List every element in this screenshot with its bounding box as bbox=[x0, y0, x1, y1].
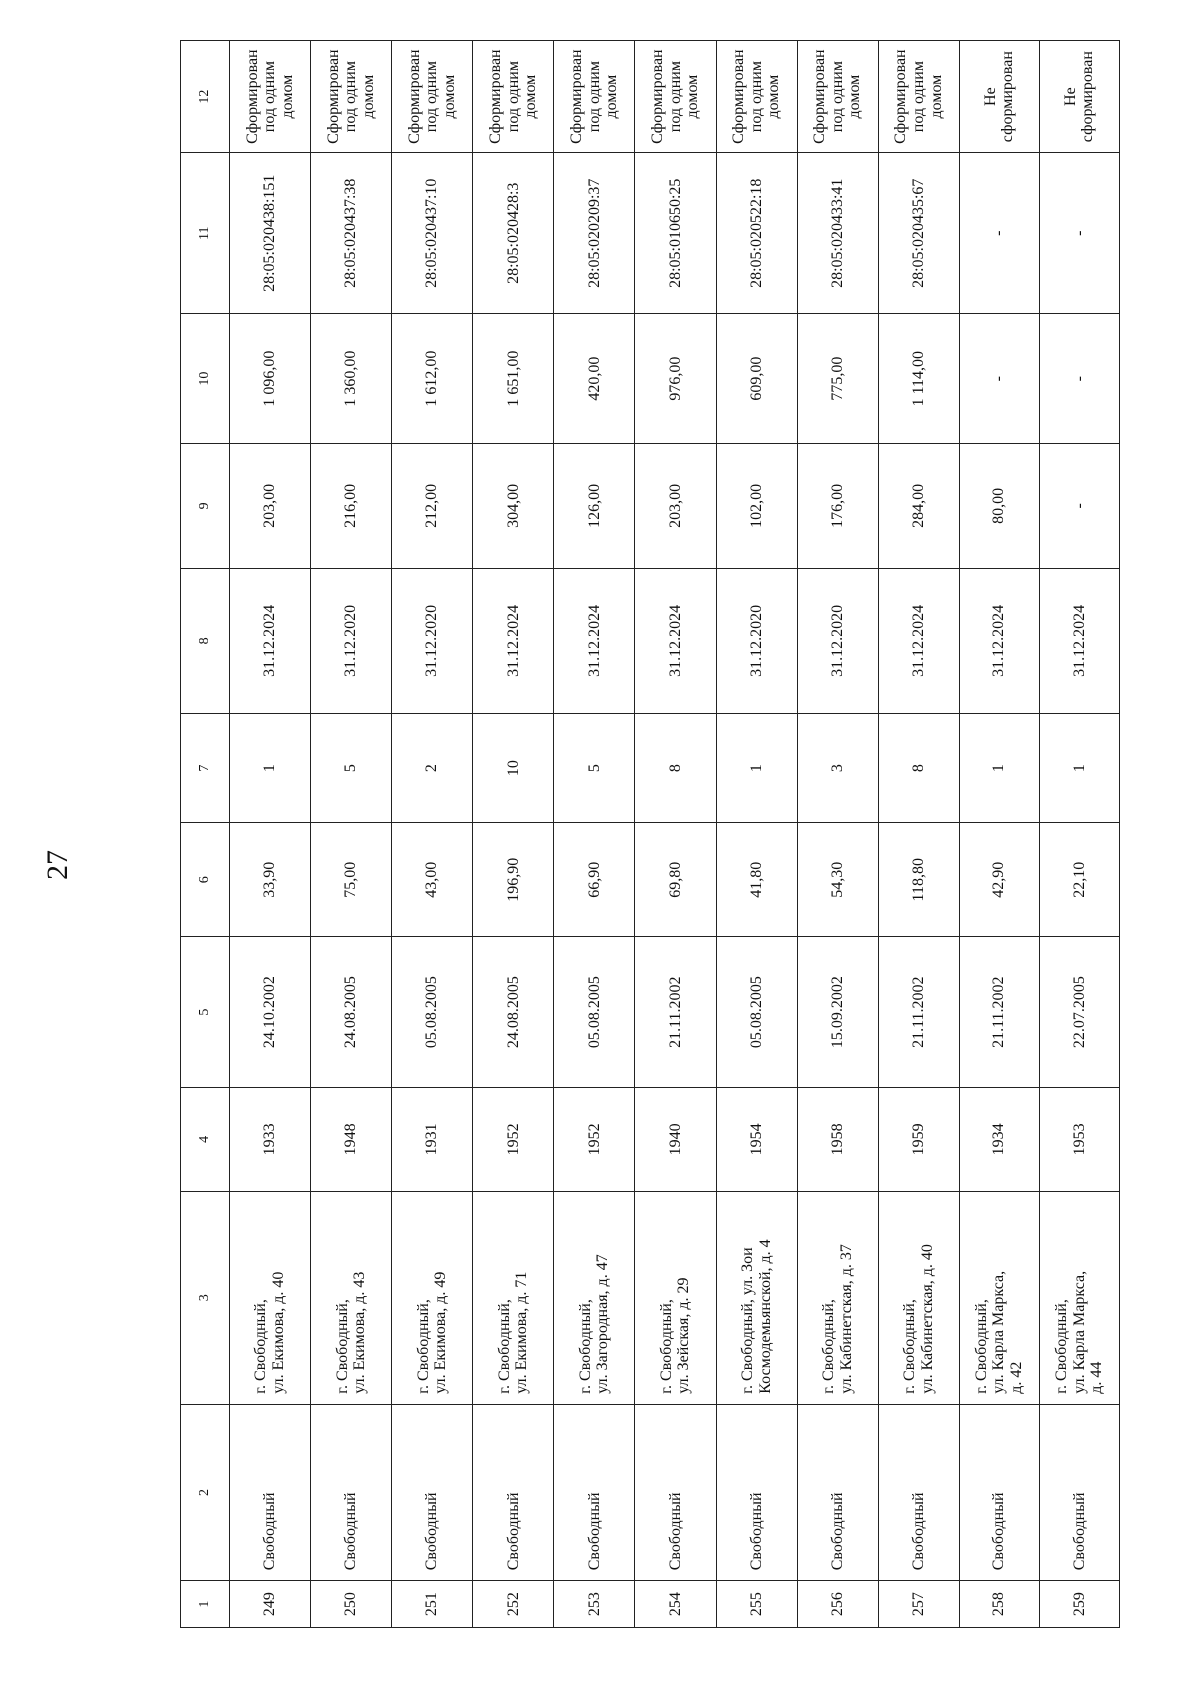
land-area-cell: 1 114,00 bbox=[878, 314, 959, 444]
deadline-cell: 31.12.2024 bbox=[959, 568, 1039, 713]
date-cell: 24.08.2005 bbox=[473, 937, 554, 1088]
rotated-table-wrapper bbox=[180, 40, 1120, 1628]
settlement-cell: Свободный bbox=[716, 1404, 797, 1581]
deadline-cell: 31.12.2024 bbox=[230, 568, 311, 713]
land-area-cell: 1 651,00 bbox=[473, 314, 554, 444]
area2-cell: 304,00 bbox=[473, 444, 554, 569]
date-cell: 21.11.2002 bbox=[878, 937, 959, 1088]
count-cell: 1 bbox=[716, 714, 797, 823]
header-cell: 10 bbox=[181, 314, 230, 444]
count-cell: 2 bbox=[392, 714, 473, 823]
address-cell: г. Свободный, ул. Карла Маркса, д. 42 bbox=[959, 1191, 1039, 1404]
address-cell: г. Свободный, ул. Загородная, д. 47 bbox=[554, 1191, 635, 1404]
count-cell: 10 bbox=[473, 714, 554, 823]
table-row bbox=[959, 41, 1039, 1628]
date-cell: 22.07.2005 bbox=[1039, 937, 1119, 1088]
header-cell: 1 bbox=[181, 1581, 230, 1628]
status-cell: Сформирован под одним домом bbox=[878, 41, 959, 153]
year-cell: 1953 bbox=[1039, 1087, 1119, 1191]
row-number: 250 bbox=[311, 1581, 392, 1628]
row-number: 258 bbox=[959, 1581, 1039, 1628]
address-cell: г. Свободный, ул. Кабинетская, д. 37 bbox=[797, 1191, 878, 1404]
row-number: 252 bbox=[473, 1581, 554, 1628]
row-number: 255 bbox=[716, 1581, 797, 1628]
header-cell: 12 bbox=[181, 41, 230, 153]
cadastral-cell: 28:05:010650:25 bbox=[635, 153, 716, 314]
count-cell: 3 bbox=[797, 714, 878, 823]
cadastral-cell: 28:05:020209:37 bbox=[554, 153, 635, 314]
cadastral-cell: 28:05:020437:38 bbox=[311, 153, 392, 314]
date-cell: 05.08.2005 bbox=[392, 937, 473, 1088]
deadline-cell: 31.12.2024 bbox=[473, 568, 554, 713]
land-area-cell: - bbox=[1039, 314, 1119, 444]
date-cell: 24.08.2005 bbox=[311, 937, 392, 1088]
area-cell: 42,90 bbox=[959, 823, 1039, 937]
count-cell: 8 bbox=[878, 714, 959, 823]
area-cell: 75,00 bbox=[311, 823, 392, 937]
year-cell: 1958 bbox=[797, 1087, 878, 1191]
area-cell: 43,00 bbox=[392, 823, 473, 937]
cadastral-cell: 28:05:020433:41 bbox=[797, 153, 878, 314]
address-cell: г. Свободный, ул. Зейская, д. 29 bbox=[635, 1191, 716, 1404]
settlement-cell: Свободный bbox=[797, 1404, 878, 1581]
year-cell: 1959 bbox=[878, 1087, 959, 1191]
land-area-cell: 609,00 bbox=[716, 314, 797, 444]
date-cell: 05.08.2005 bbox=[716, 937, 797, 1088]
settlement-cell: Свободный bbox=[554, 1404, 635, 1581]
year-cell: 1931 bbox=[392, 1087, 473, 1191]
deadline-cell: 31.12.2024 bbox=[1039, 568, 1119, 713]
deadline-cell: 31.12.2020 bbox=[797, 568, 878, 713]
area2-cell: - bbox=[1039, 444, 1119, 569]
address-cell: г. Свободный, ул. Екимова, д. 71 bbox=[473, 1191, 554, 1404]
cadastral-cell: 28:05:020428:3 bbox=[473, 153, 554, 314]
status-cell: Сформирован под одним домом bbox=[797, 41, 878, 153]
status-cell: Сформирован под одним домом bbox=[554, 41, 635, 153]
table-row bbox=[878, 41, 959, 1628]
cadastral-cell: 28:05:020522:18 bbox=[716, 153, 797, 314]
count-cell: 1 bbox=[230, 714, 311, 823]
area2-cell: 203,00 bbox=[635, 444, 716, 569]
table-row bbox=[797, 41, 878, 1628]
settlement-cell: Свободный bbox=[878, 1404, 959, 1581]
header-cell: 9 bbox=[181, 444, 230, 569]
header-cell: 7 bbox=[181, 714, 230, 823]
area-cell: 33,90 bbox=[230, 823, 311, 937]
status-cell: Сформирован под одним домом bbox=[635, 41, 716, 153]
status-cell: Не сформирован bbox=[959, 41, 1039, 153]
year-cell: 1954 bbox=[716, 1087, 797, 1191]
land-area-cell: 976,00 bbox=[635, 314, 716, 444]
area2-cell: 80,00 bbox=[959, 444, 1039, 569]
row-number: 249 bbox=[230, 1581, 311, 1628]
settlement-cell: Свободный bbox=[635, 1404, 716, 1581]
table-row bbox=[473, 41, 554, 1628]
page-number: 27 bbox=[41, 850, 74, 880]
header-cell: 6 bbox=[181, 823, 230, 937]
table-row bbox=[716, 41, 797, 1628]
header-cell: 11 bbox=[181, 153, 230, 314]
year-cell: 1940 bbox=[635, 1087, 716, 1191]
settlement-cell: Свободный bbox=[473, 1404, 554, 1581]
status-cell: Сформирован под одним домом bbox=[230, 41, 311, 153]
land-area-cell: 775,00 bbox=[797, 314, 878, 444]
table-row bbox=[635, 41, 716, 1628]
status-cell: Сформирован под одним домом bbox=[473, 41, 554, 153]
area-cell: 22,10 bbox=[1039, 823, 1119, 937]
count-cell: 1 bbox=[959, 714, 1039, 823]
area2-cell: 212,00 bbox=[392, 444, 473, 569]
cadastral-cell: - bbox=[1039, 153, 1119, 314]
address-cell: г. Свободный, ул. Карла Маркса, д. 44 bbox=[1039, 1191, 1119, 1404]
row-number: 251 bbox=[392, 1581, 473, 1628]
area2-cell: 284,00 bbox=[878, 444, 959, 569]
area-cell: 69,80 bbox=[635, 823, 716, 937]
year-cell: 1934 bbox=[959, 1087, 1039, 1191]
address-cell: г. Свободный, ул. Екимова, д. 49 bbox=[392, 1191, 473, 1404]
housing-table bbox=[180, 40, 1120, 1628]
area-cell: 196,90 bbox=[473, 823, 554, 937]
deadline-cell: 31.12.2020 bbox=[392, 568, 473, 713]
status-cell: Сформирован под одним домом bbox=[392, 41, 473, 153]
settlement-cell: Свободный bbox=[311, 1404, 392, 1581]
area2-cell: 102,00 bbox=[716, 444, 797, 569]
status-cell: Не сформирован bbox=[1039, 41, 1119, 153]
settlement-cell: Свободный bbox=[392, 1404, 473, 1581]
row-number: 257 bbox=[878, 1581, 959, 1628]
table-row bbox=[392, 41, 473, 1628]
header-cell: 8 bbox=[181, 568, 230, 713]
date-cell: 21.11.2002 bbox=[635, 937, 716, 1088]
settlement-cell: Свободный bbox=[959, 1404, 1039, 1581]
address-cell: г. Свободный, ул. Екимова, д. 43 bbox=[311, 1191, 392, 1404]
table-row bbox=[311, 41, 392, 1628]
header-cell: 3 bbox=[181, 1191, 230, 1404]
deadline-cell: 31.12.2020 bbox=[311, 568, 392, 713]
count-cell: 5 bbox=[311, 714, 392, 823]
count-cell: 8 bbox=[635, 714, 716, 823]
settlement-cell: Свободный bbox=[1039, 1404, 1119, 1581]
table-row bbox=[1039, 41, 1119, 1628]
row-number: 256 bbox=[797, 1581, 878, 1628]
land-area-cell: 1 612,00 bbox=[392, 314, 473, 444]
cadastral-cell: - bbox=[959, 153, 1039, 314]
deadline-cell: 31.12.2024 bbox=[878, 568, 959, 713]
count-cell: 1 bbox=[1039, 714, 1119, 823]
cadastral-cell: 28:05:020438:151 bbox=[230, 153, 311, 314]
date-cell: 05.08.2005 bbox=[554, 937, 635, 1088]
address-cell: г. Свободный, ул. Кабинетская, д. 40 bbox=[878, 1191, 959, 1404]
land-area-cell: - bbox=[959, 314, 1039, 444]
header-row bbox=[181, 41, 230, 1628]
header-cell: 5 bbox=[181, 937, 230, 1088]
deadline-cell: 31.12.2020 bbox=[716, 568, 797, 713]
count-cell: 5 bbox=[554, 714, 635, 823]
year-cell: 1952 bbox=[554, 1087, 635, 1191]
row-number: 259 bbox=[1039, 1581, 1119, 1628]
cadastral-cell: 28:05:020435:67 bbox=[878, 153, 959, 314]
land-area-cell: 420,00 bbox=[554, 314, 635, 444]
area2-cell: 126,00 bbox=[554, 444, 635, 569]
row-number: 254 bbox=[635, 1581, 716, 1628]
row-number: 253 bbox=[554, 1581, 635, 1628]
address-cell: г. Свободный, ул. Екимова, д. 40 bbox=[230, 1191, 311, 1404]
deadline-cell: 31.12.2024 bbox=[554, 568, 635, 713]
date-cell: 21.11.2002 bbox=[959, 937, 1039, 1088]
status-cell: Сформирован под одним домом bbox=[311, 41, 392, 153]
status-cell: Сформирован под одним домом bbox=[716, 41, 797, 153]
year-cell: 1948 bbox=[311, 1087, 392, 1191]
area-cell: 118,80 bbox=[878, 823, 959, 937]
area2-cell: 203,00 bbox=[230, 444, 311, 569]
address-cell: г. Свободный, ул. Зои Космодемьянской, д. 4 bbox=[716, 1191, 797, 1404]
cadastral-cell: 28:05:020437:10 bbox=[392, 153, 473, 314]
area-cell: 54,30 bbox=[797, 823, 878, 937]
area-cell: 66,90 bbox=[554, 823, 635, 937]
area2-cell: 216,00 bbox=[311, 444, 392, 569]
table-row bbox=[554, 41, 635, 1628]
area2-cell: 176,00 bbox=[797, 444, 878, 569]
date-cell: 24.10.2002 bbox=[230, 937, 311, 1088]
year-cell: 1952 bbox=[473, 1087, 554, 1191]
header-cell: 4 bbox=[181, 1087, 230, 1191]
header-cell: 2 bbox=[181, 1404, 230, 1581]
date-cell: 15.09.2002 bbox=[797, 937, 878, 1088]
year-cell: 1933 bbox=[230, 1087, 311, 1191]
table-row bbox=[230, 41, 311, 1628]
settlement-cell: Свободный bbox=[230, 1404, 311, 1581]
deadline-cell: 31.12.2024 bbox=[635, 568, 716, 713]
land-area-cell: 1 096,00 bbox=[230, 314, 311, 444]
land-area-cell: 1 360,00 bbox=[311, 314, 392, 444]
area-cell: 41,80 bbox=[716, 823, 797, 937]
